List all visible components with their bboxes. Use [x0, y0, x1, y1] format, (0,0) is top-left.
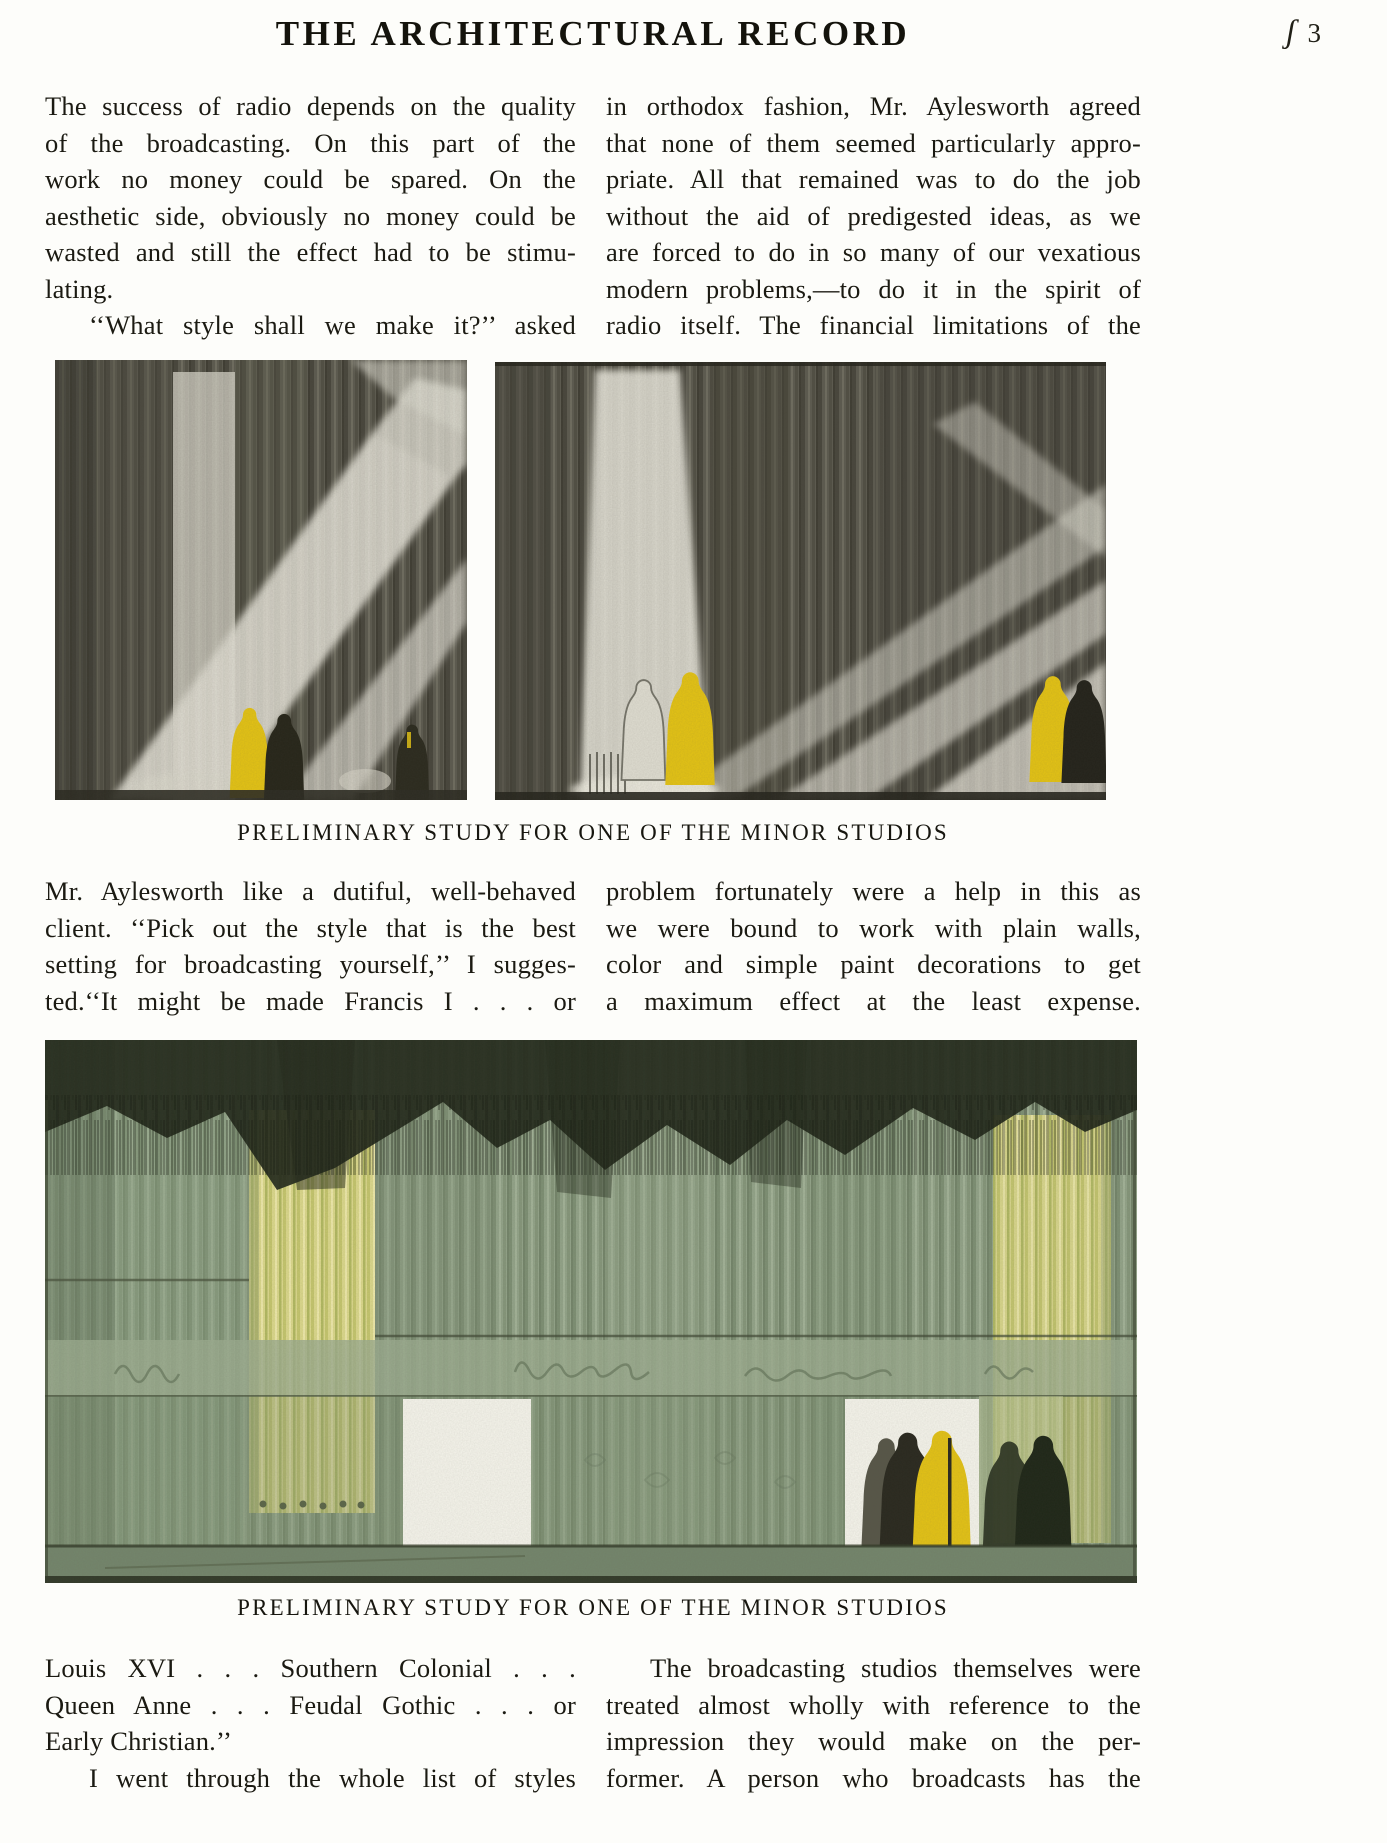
text-line: aesthetic side, obviously no money could be [45, 200, 576, 231]
text-line: Mr. Aylesworth like a dutiful, well-behaved [45, 876, 576, 906]
text-line: a maximum effect at the least expense. [606, 985, 1141, 1016]
text-line: are forced to do in so many of our vexatious [606, 237, 1141, 267]
middle-text-block [45, 873, 1141, 1019]
page-number: 3 [1307, 18, 1321, 48]
text-line: lating. [45, 273, 114, 304]
text-line: I went through the whole list of styles [89, 1762, 576, 1793]
text-line: we were bound to work with plain walls, [606, 912, 1141, 943]
text-line: modern problems,—to do it in the spirit of [606, 273, 1141, 304]
text-line: Early Christian.’’ [45, 1726, 233, 1756]
figure-caption: PRELIMINARY STUDY FOR ONE OF THE MINOR STUDIOS [237, 820, 949, 845]
page-number-mark [1286, 16, 1321, 51]
figure-caption: PRELIMINARY STUDY FOR ONE OF THE MINOR STUDIOS [237, 1595, 949, 1620]
text-line: of the broadcasting. On this part of the [45, 127, 576, 158]
bottom-text-block [45, 1650, 1141, 1796]
middle-right-column [606, 873, 1141, 1019]
studio-sketch-left-illustration [55, 360, 467, 800]
bottom-right-column [606, 1650, 1141, 1796]
text-line: impression they would make on the per- [606, 1726, 1141, 1756]
middle-left-column [45, 873, 576, 1019]
text-line: treated almost wholly with reference to the [606, 1689, 1141, 1720]
text-line: Queen Anne . . . Feudal Gothic . . . or [45, 1689, 576, 1720]
studio-sketch-large-illustration [45, 1040, 1137, 1583]
text-line: client. ‘‘Pick out the style that is the best [45, 912, 576, 943]
top-left-column [45, 88, 576, 344]
text-line: in orthodox fashion, Mr. Aylesworth agreed [606, 91, 1141, 121]
text-line: setting for broadcasting yourself,’’ I sugges- [45, 949, 576, 979]
text-line: radio itself. The financial limitations of the [606, 310, 1141, 340]
text-line: work no money could be spared. On the [45, 164, 576, 194]
text-line: Louis XVI . . . Southern Colonial . . . [45, 1653, 576, 1683]
text-line: The success of radio depends on the quality [45, 91, 576, 121]
section-mark: ʃ [1286, 14, 1296, 50]
text-line: The broadcasting studios themselves were [650, 1653, 1141, 1683]
text-line: ted.‘‘It might be made Francis I . . . or [45, 985, 576, 1016]
text-line: wasted and still the effect had to be stimu- [45, 237, 576, 267]
text-line: priate. All that remained was to do the job [606, 164, 1141, 194]
text-line: problem fortunately were a help in this as [606, 876, 1141, 906]
journal-title: THE ARCHITECTURAL RECORD [275, 14, 911, 53]
top-right-column [606, 88, 1141, 344]
text-line: ‘‘What style shall we make it?’’ asked [89, 310, 576, 340]
text-line: former. A person who broadcasts has the [606, 1762, 1141, 1793]
text-line: without the aid of predigested ideas, as we [606, 200, 1141, 231]
top-text-block [45, 88, 1141, 344]
studio-sketch-right-illustration [495, 362, 1106, 800]
text-line: that none of them seemed particularly appro- [606, 127, 1141, 158]
text-line: color and simple paint decorations to get [606, 949, 1141, 979]
bottom-left-column [45, 1650, 576, 1796]
